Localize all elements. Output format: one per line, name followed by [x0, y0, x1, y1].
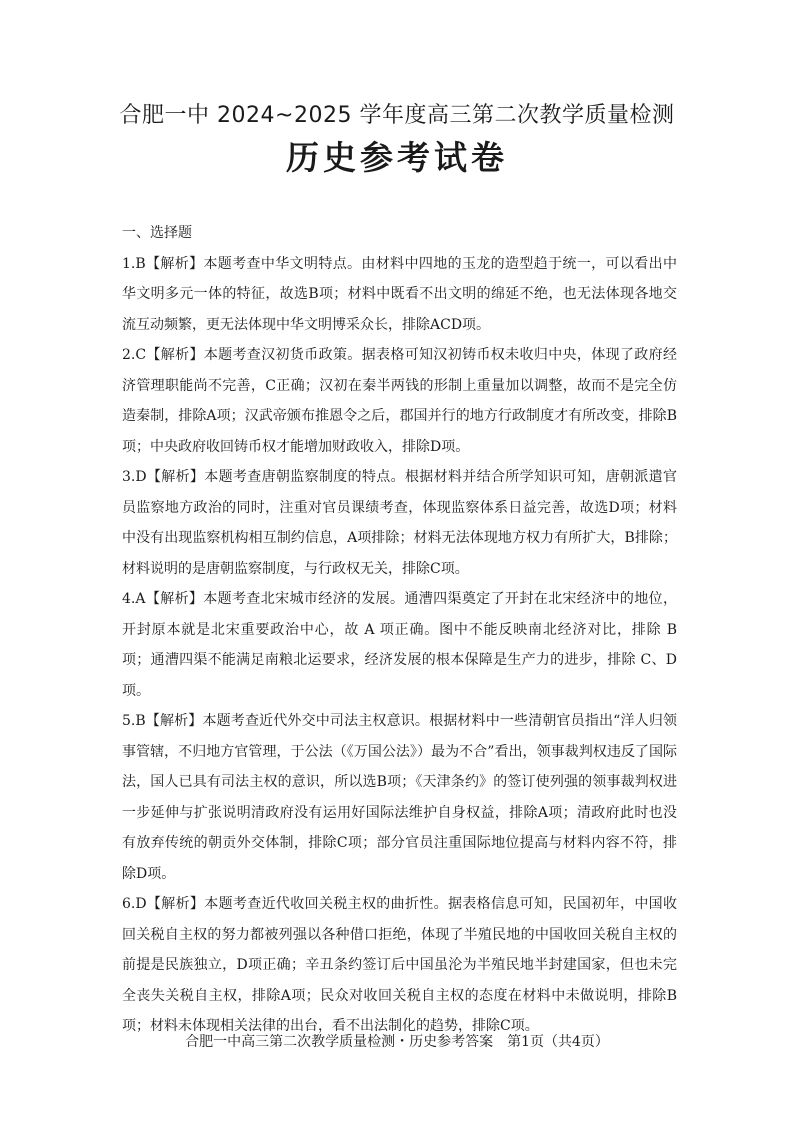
paper-title: 历史参考试卷 [286, 138, 508, 177]
answer-item-5: 5.B【解析】本题考查近代外交中司法主权意识。根据材料中一些清朝官员指出“洋人归领事管辖，不归地方官管理，于公法（《万国公法》）最为不合”看出，领事裁判权违反了国际法，国人已具有司法主权的意识，所以选B项；《天津条约》的签订使列强的领事裁判权进一步延伸与扩张说明清政府没有运用好国际法维护自身权益，排除A项；清政府此时也没有放弃传统的朝贡外交体制，排除C项；部分官员注重国际地位提高与材料内容不符，排除D项。 [122, 713, 677, 882]
exam-title: 合肥一中 2024~2025 学年度高三第二次教学质量检测 [119, 103, 675, 128]
answer-item-6: 6.D【解析】本题考查近代收回关税主权的曲折性。据表格信息可知，民国初年，中国收回关税自主权的努力都被列强以各种借口拒绝，体现了半殖民地的中国收回关税自主权的前提是民族独立，D项正确；辛丑条约签订后中国虽沦为半殖民地半封建国家，但也未完全丧失关税自主权，排除A项；民众对收回关税自主权的态度在材料中未做说明，排除B项；材料未体现相关法律的出台，看不出法制化的趋势，排除C项。 [122, 896, 677, 1034]
answer-content [122, 218, 677, 1042]
answer-item-1: 1.B【解析】本题考查中华文明特点。由材料中四地的玉龙的造型趋于统一，可以看出中华文明多元一体的特征，故选B项；材料中既看不出文明的绵延不绝，也无法体现各地交流互动频繁，更无法体现中华文明博采众长，排除ACD项。 [122, 255, 677, 333]
section-heading: 一、选择题 [122, 225, 192, 241]
page-footer: 合肥一中高三第二次教学质量检测・历史参考答案 第1页（共4页） [185, 1034, 609, 1050]
answer-item-2: 2.C【解析】本题考查汉初货币政策。据表格可知汉初铸币权未收归中央，体现了政府经济管理职能尚不完善，C正确；汉初在秦半两钱的形制上重量加以调整，故而不是完全仿造秦制，排除A项；汉武帝颁布推恩令之后，郡国并行的地方行政制度才有所改变，排除B项；中央政府收回铸币权才能增加财政收入，排除D项。 [122, 347, 677, 455]
answer-item-4: 4.A【解析】本题考查北宋城市经济的发展。通漕四渠奠定了开封在北宋经济中的地位，开封原本就是北宋重要政治中心，故 A 项正确。图中不能反映南北经济对比，排除 B 项；通漕四渠不能满足南粮北运要求，经济发展的根本保障是生产力的进步，排除 C、D 项。 [122, 591, 677, 699]
answer-item-3: 3.D【解析】本题考查唐朝监察制度的特点。根据材料并结合所学知识可知，唐朝派遣官员监察地方政治的同时，注重对官员课绩考查，体现监察体系日益完善，故选D项；材料中没有出现监察机构相互制约信息，A项排除；材料无法体现地方权力有所扩大，B排除；材料说明的是唐朝监察制度，与行政权无关，排除C项。 [122, 469, 677, 577]
